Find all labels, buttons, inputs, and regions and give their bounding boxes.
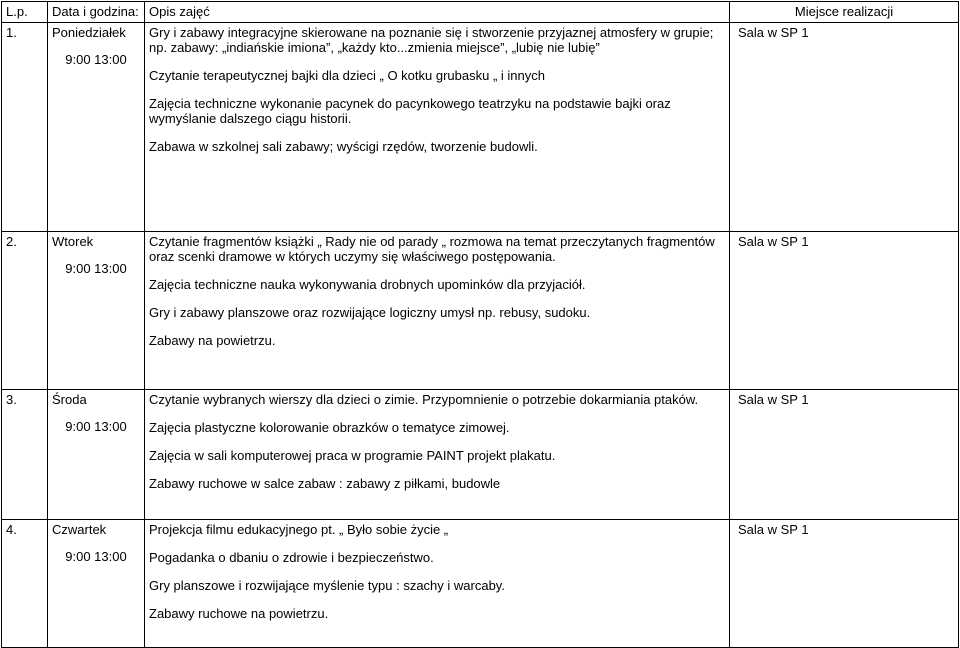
table-row	[2, 390, 959, 520]
header-lp: L.p.	[2, 2, 48, 23]
day-label: Poniedziałek	[52, 25, 126, 40]
activity-item: Zajęcia techniczne wykonanie pacynek do pacynkowego teatrzyku na podstawie bajki oraz wymyślanie dalszego ciągu historii.	[149, 96, 671, 126]
table-row	[2, 23, 959, 232]
activity-item: Zabawy ruchowe na powietrzu.	[149, 606, 329, 621]
time-label: 9:00 13:00	[65, 52, 127, 67]
activities-cell	[145, 390, 730, 520]
place-cell: Sala w SP 1	[730, 232, 959, 390]
day-cell	[48, 232, 145, 390]
activity-item: Gry i zabawy integracyjne skierowane na poznanie się i stworzenie przyjaznej atmosfery w grupie; np. zabawy: „indiańskie imiona”, „każdy kto...zmienia miejsce”, „lubię nie lubię”	[149, 25, 714, 55]
activity-item: Czytanie wybranych wierszy dla dzieci o zimie. Przypomnienie o potrzebie dokarmiania ptaków.	[149, 392, 699, 407]
activity-item: Zajęcia techniczne nauka wykonywania drobnych upominków dla przyjaciół.	[149, 277, 586, 292]
table-row	[2, 232, 959, 390]
activity-item: Gry i zabawy planszowe oraz rozwijające logiczny umysł np. rebusy, sudoku.	[149, 305, 591, 320]
header-row	[2, 2, 959, 23]
day-cell	[48, 23, 145, 232]
row-number: 3.	[2, 390, 48, 520]
day-label: Wtorek	[52, 234, 94, 249]
place-cell: Sala w SP 1	[730, 390, 959, 520]
time-label: 9:00 13:00	[65, 419, 127, 434]
activity-item: Czytanie fragmentów książki „ Rady nie od parady „ rozmowa na temat przeczytanych fragmentów oraz scenki dramowe w których uczymy się właściwego postępowania.	[149, 234, 715, 264]
activity-item: Zajęcia plastyczne kolorowanie obrazków o tematyce zimowej.	[149, 420, 510, 435]
header-desc: Opis zajęć	[145, 2, 730, 23]
time-label: 9:00 13:00	[65, 549, 127, 564]
activity-item: Gry planszowe i rozwijające myślenie typu : szachy i warcaby.	[149, 578, 505, 593]
activities-cell	[145, 520, 730, 648]
day-label: Środa	[52, 392, 87, 407]
day-label: Czwartek	[52, 522, 107, 537]
schedule-table	[1, 1, 959, 648]
activities-cell	[145, 23, 730, 232]
header-date: Data i godzina:	[48, 2, 145, 23]
place-cell: Sala w SP 1	[730, 23, 959, 232]
row-number: 2.	[2, 232, 48, 390]
header-place: Miejsce realizacji	[730, 2, 959, 23]
activities-cell	[145, 232, 730, 390]
activity-item: Pogadanka o dbaniu o zdrowie i bezpieczeństwo.	[149, 550, 434, 565]
row-number: 1.	[2, 23, 48, 232]
activity-item: Zabawy ruchowe w salce zabaw : zabawy z piłkami, budowle	[149, 476, 501, 491]
activity-item: Zabawy na powietrzu.	[149, 333, 276, 348]
table-row	[2, 520, 959, 648]
activity-item: Zabawa w szkolnej sali zabawy; wyścigi rzędów, tworzenie budowli.	[149, 139, 538, 154]
activity-item: Projekcja filmu edukacyjnego pt. „ Było sobie życie „	[149, 522, 449, 537]
day-cell	[48, 390, 145, 520]
row-number: 4.	[2, 520, 48, 648]
place-cell: Sala w SP 1	[730, 520, 959, 648]
day-cell	[48, 520, 145, 648]
time-label: 9:00 13:00	[65, 261, 127, 276]
activity-item: Czytanie terapeutycznej bajki dla dzieci „ O kotku grubasku „ i innych	[149, 68, 545, 83]
activity-item: Zajęcia w sali komputerowej praca w programie PAINT projekt plakatu.	[149, 448, 556, 463]
